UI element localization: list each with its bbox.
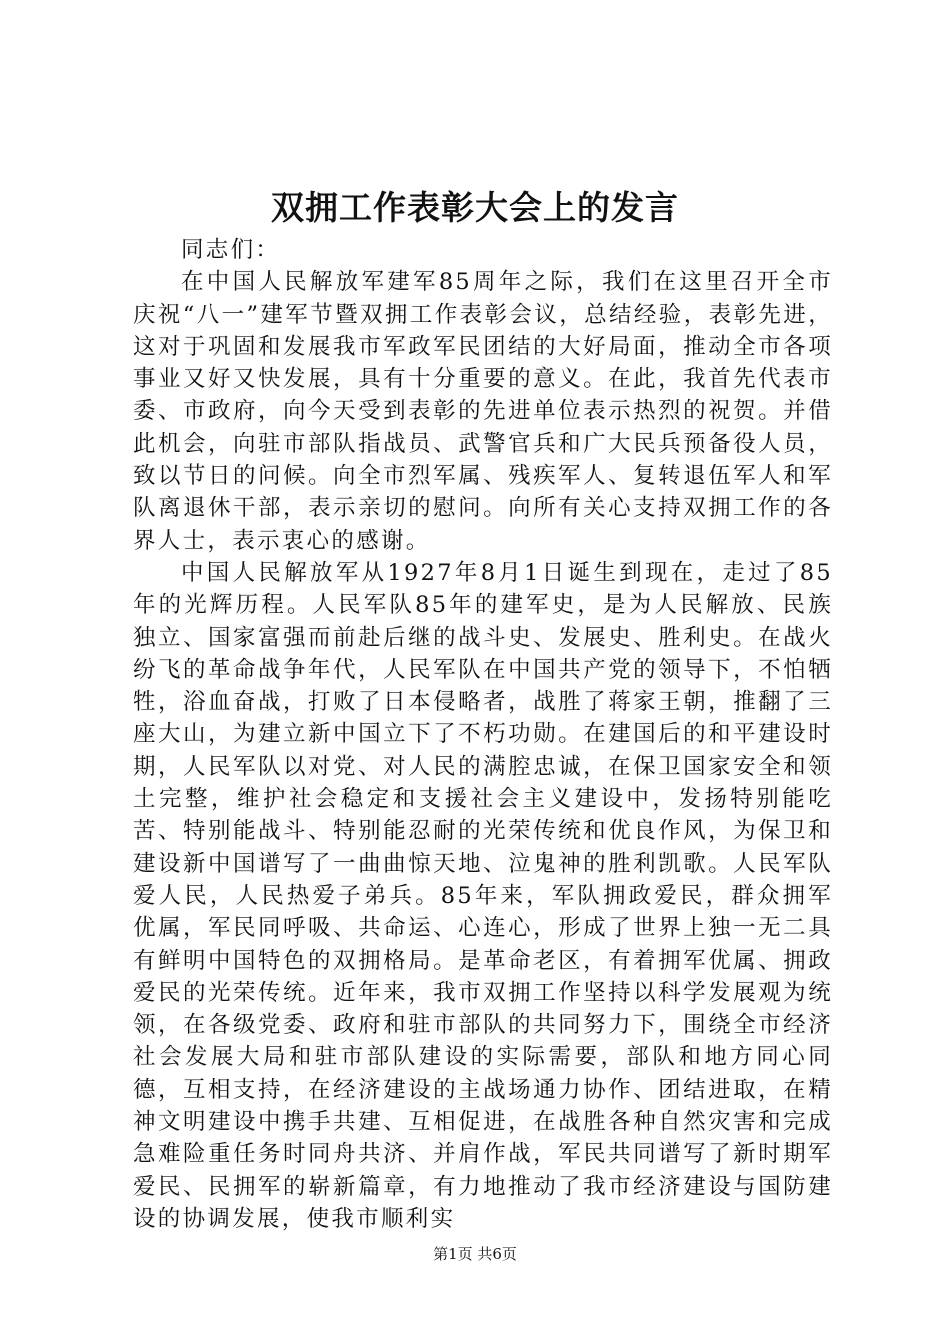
document-body [133,234,833,1235]
page-footer: 第1页 共6页 [433,1245,517,1263]
paragraph-1: 在中国人民解放军建军85周年之际，我们在这里召开全市庆祝“八一”建军节暨双拥工作表彰会议，总结经验，表彰先进，这对于巩固和发展我市军政军民团结的大好局面，推动全市各项事业又好又快发展，具有十分重要的意义。在此，我首先代表市委、市政府，向今天受到表彰的先进单位表示热烈的祝贺。并借此机会，向驻市部队指战员、武警官兵和广大民兵预备役人员，致以节日的问候。向全市烈军属、残疾军人、复转退伍军人和军队离退休干部，表示亲切的慰问。向所有关心支持双拥工作的各界人士，表示衷心的感谢。 [133,269,833,554]
salutation: 同志们： [181,237,281,263]
paragraph-2: 中国人民解放军从1927年8月1日诞生到现在，走过了85年的光辉历程。人民军队85年的建军史，是为人民解放、民族独立、国家富强而前赴后继的战斗史、发展史、胜利史。在战火纷飞的革命战争年代，人民军队在中国共产党的领导下，不怕牺牲，浴血奋战，打败了日本侵略者，战胜了蒋家王朝，推翻了三座大山，为建立新中国立下了不朽功勋。在建国后的和平建设时期，人民军队以对党、对人民的满腔忠诚，在保卫国家安全和领土完整，维护社会稳定和支援社会主义建设中，发扬特别能吃苦、特别能战斗、特别能忍耐的光荣传统和优良作风，为保卫和建设新中国谱写了一曲曲惊天地、泣鬼神的胜利凯歌。人民军队爱人民，人民热爱子弟兵。85年来，军队拥政爱民，群众拥军优属，军民同呼吸、共命运、心连心，形成了世界上独一无二具有鲜明中国特色的双拥格局。是革命老区，有着拥军优属、拥政爱民的光荣传统。近年来，我市双拥工作坚持以科学发展观为统领，在各级党委、政府和驻市部队的共同努力下，围绕全市经济社会发展大局和驻市部队建设的实际需要，部队和地方同心同德，互相支持，在经济建设的主战场通力协作、团结进取，在精神文明建设中携手共建、互相促进，在战胜各种自然灾害和完成急难险重任务时同舟共济、并肩作战，军民共同谱写了新时期军爱民、民拥军的崭新篇章，有力地推动了我市经济建设与国防建设的协调发展，使我市顺利实 [133,559,833,1232]
document-title: 双拥工作表彰大会上的发言 [271,188,679,227]
